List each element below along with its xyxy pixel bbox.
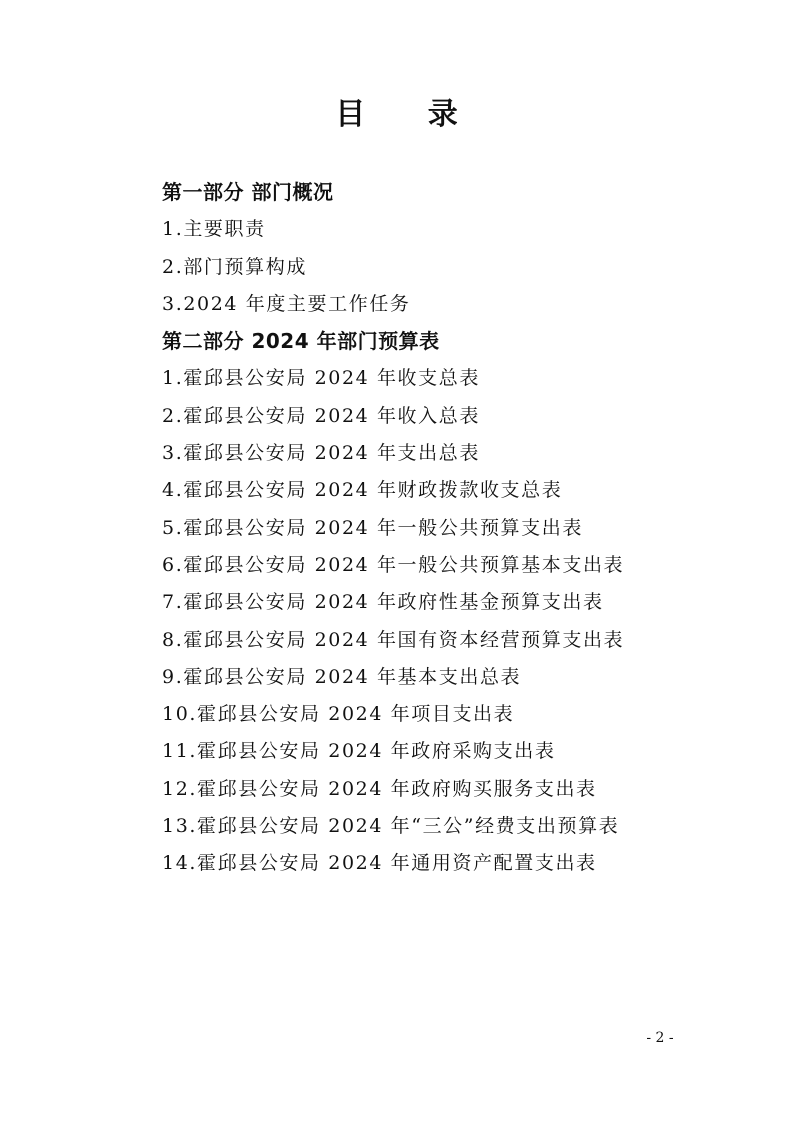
toc-item: 11.霍邱县公安局 2024 年政府采购支出表 [162,740,556,763]
toc-item: 12.霍邱县公安局 2024 年政府购买服务支出表 [162,777,597,800]
toc-part-1: 第一部分 部门概况 [162,180,334,204]
toc-item: 8.霍邱县公安局 2024 年国有资本经营预算支出表 [162,628,625,651]
toc-item: 5.霍邱县公安局 2024 年一般公共预算支出表 [162,516,583,539]
toc-item: 14.霍邱县公安局 2024 年通用资产配置支出表 [162,852,597,875]
toc-item: 9.霍邱县公安局 2024 年基本支出总表 [162,665,522,688]
table-of-contents [162,174,762,883]
page-title: 目 录 [335,97,484,132]
page-number: - 2 - [646,1030,674,1046]
toc-item: 2.部门预算构成 [162,255,307,278]
toc-item: 6.霍邱县公安局 2024 年一般公共预算基本支出表 [162,553,625,576]
toc-part-2: 第二部分 2024 年部门预算表 [162,329,440,354]
toc-item: 1.霍邱县公安局 2024 年收支总表 [162,367,480,390]
toc-item: 3.霍邱县公安局 2024 年支出总表 [162,442,480,465]
toc-item: 1.主要职责 [162,218,266,241]
toc-item: 3.2024 年度主要工作任务 [162,292,411,315]
toc-item: 2.霍邱县公安局 2024 年收入总表 [162,404,480,427]
toc-item: 10.霍邱县公安局 2024 年项目支出表 [162,703,515,726]
toc-item: 13.霍邱县公安局 2024 年“三公”经费支出预算表 [162,815,620,838]
toc-item: 4.霍邱县公安局 2024 年财政拨款收支总表 [162,479,563,502]
toc-item: 7.霍邱县公安局 2024 年政府性基金预算支出表 [162,591,604,614]
